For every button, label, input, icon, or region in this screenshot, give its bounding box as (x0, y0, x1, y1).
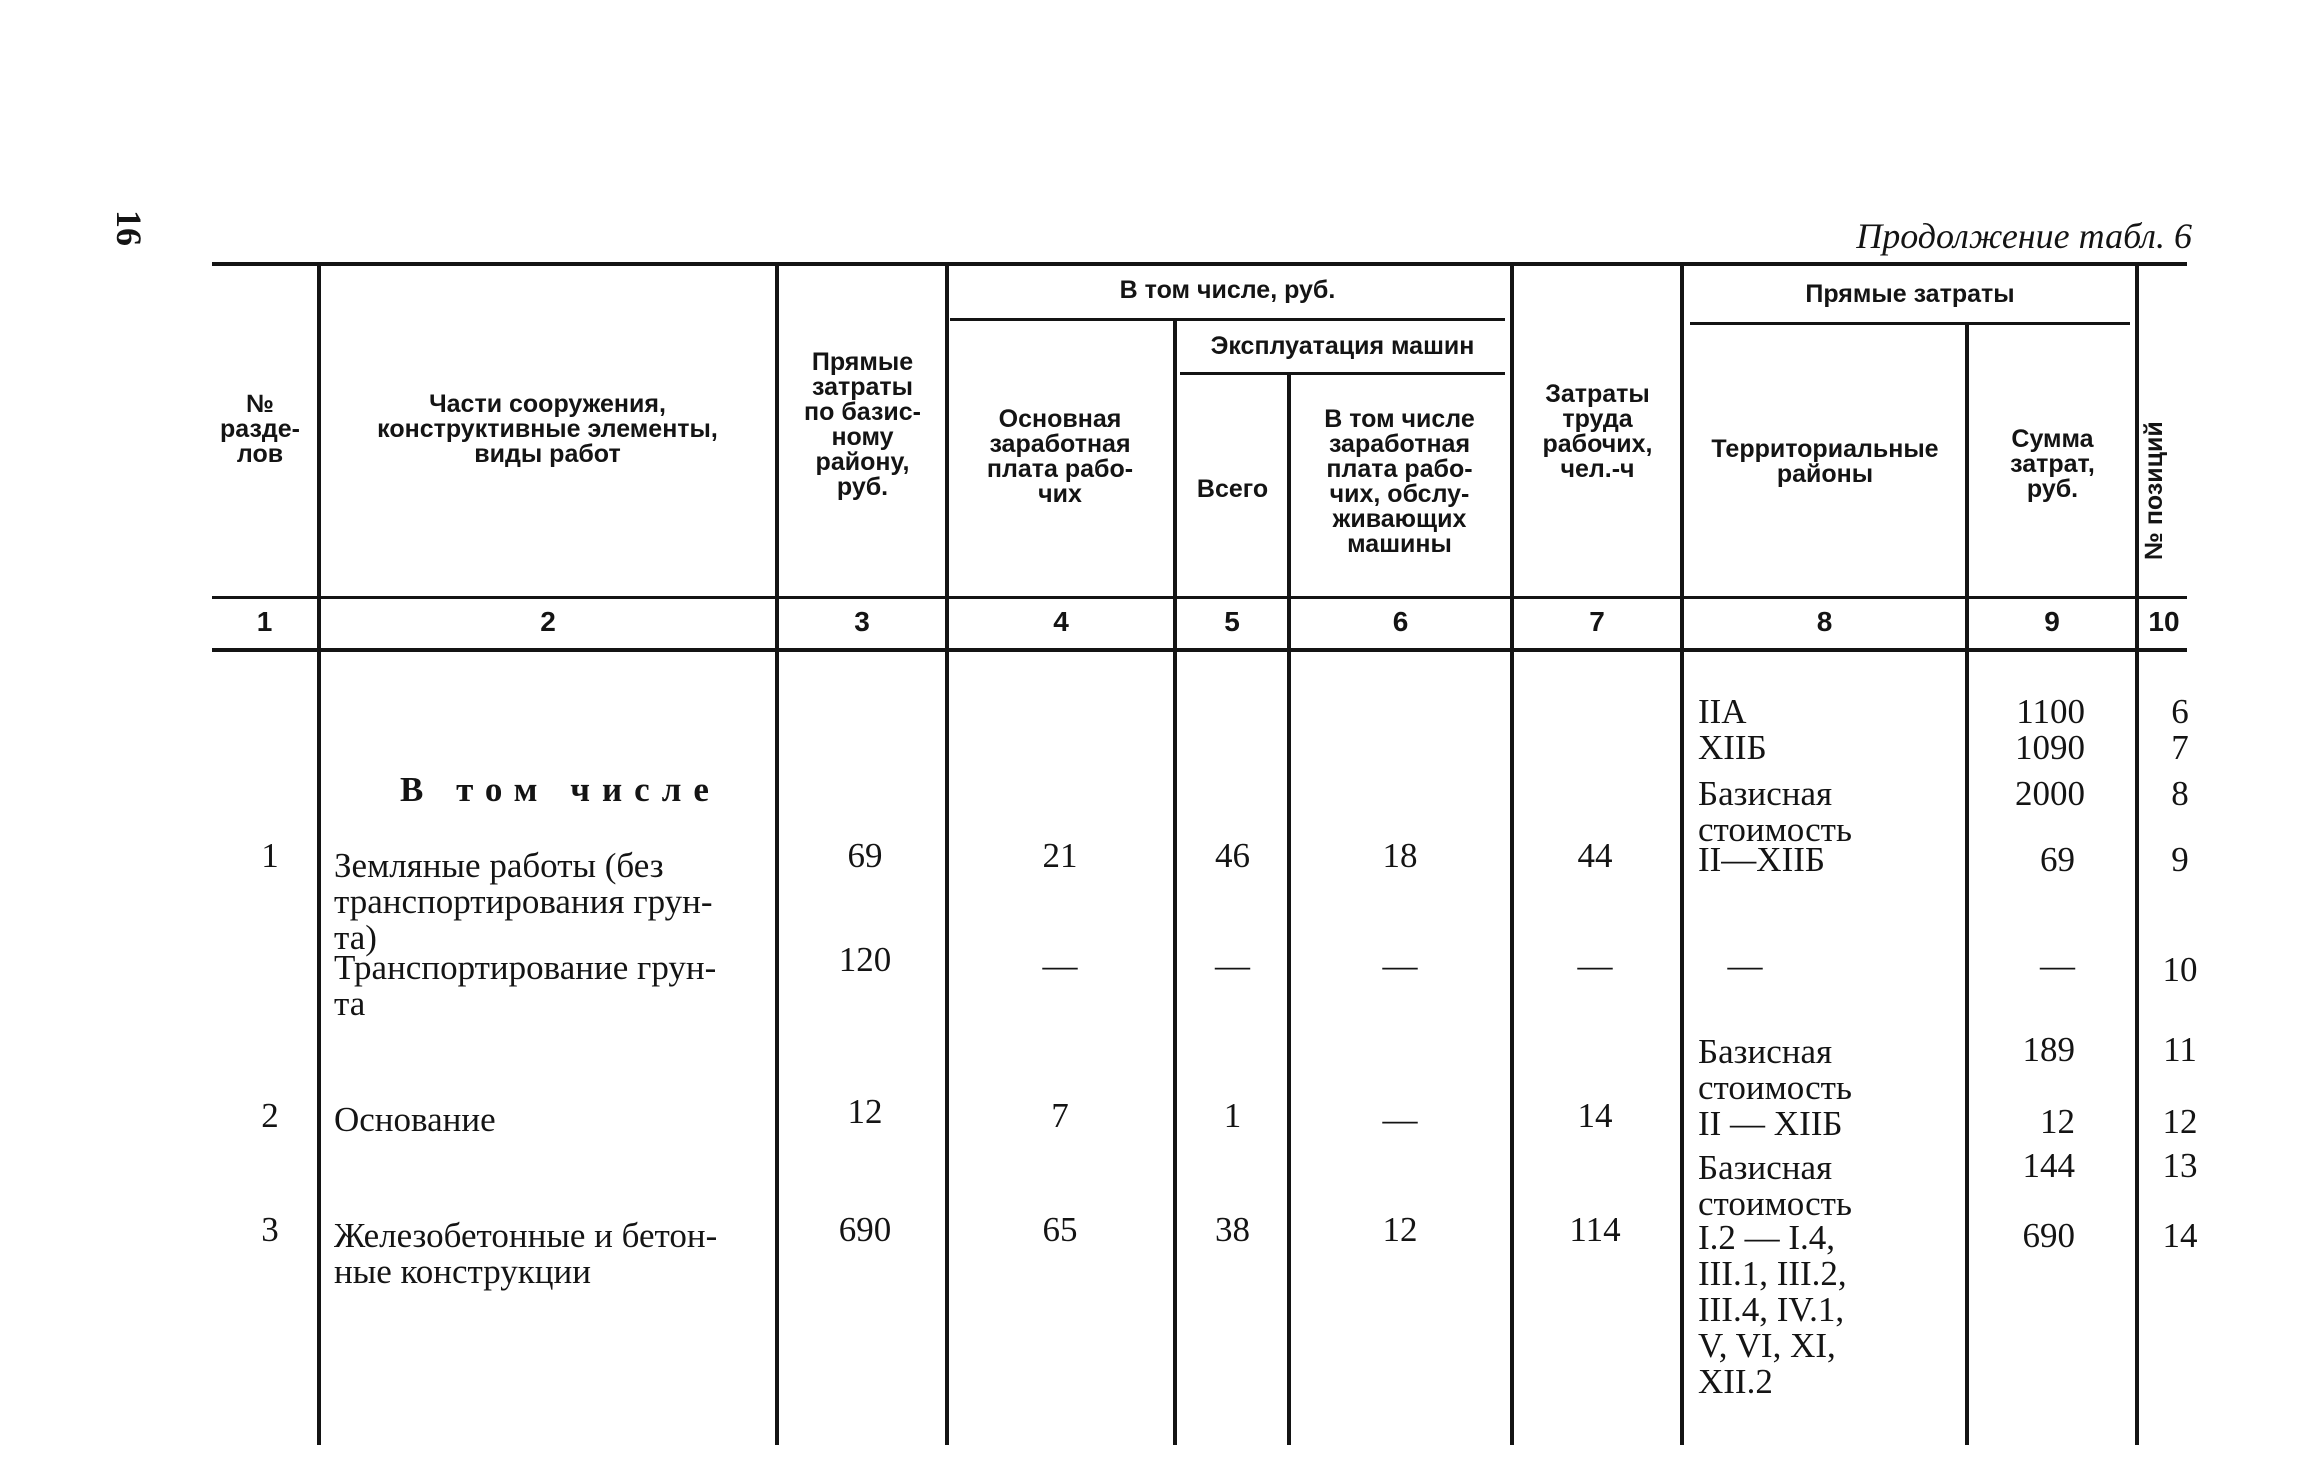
direct-group-rule (1690, 322, 2130, 325)
col-number: 7 (1589, 606, 1605, 637)
table-cell-wage: — (1042, 946, 1078, 985)
table-cell-section: 3 (261, 1210, 279, 1249)
table-cell-region: — (1727, 946, 1763, 985)
table-cell-sum: 12 (2040, 1102, 2075, 1141)
table-cell-direct: 120 (838, 940, 892, 979)
col-divider (945, 265, 949, 1445)
table-cell-position: 8 (2171, 774, 2189, 813)
table-cell-region: Базисная стоимость (1698, 774, 1852, 849)
table-cell-sum: 2000 (2015, 774, 2085, 813)
colnum-top-rule (212, 596, 2187, 599)
table-cell-region: Базисная стоимость (1698, 1148, 1852, 1223)
table-cell-labor: 14 (1577, 1096, 1613, 1135)
table-continuation-label: Продолжение табл. 6 (1856, 216, 2192, 256)
table-cell-work: Железобетонные и бетон- ные конструкции (334, 1216, 718, 1291)
header-col-direct-costs-base: Прямые затраты по базис- ному району, руб. (804, 348, 921, 501)
header-col-section-number: № разде- лов (219, 390, 300, 468)
table-cell-work: Основание (334, 1100, 496, 1139)
col-divider (1680, 265, 1684, 1445)
page-number: 16 (109, 210, 149, 246)
col-number: 3 (854, 606, 870, 637)
table-cell-section: 2 (261, 1096, 279, 1135)
table-cell-direct: 12 (847, 1092, 883, 1131)
table-cell-sum: 690 (2022, 1216, 2075, 1255)
header-col-sum: Сумма затрат, руб. (2010, 425, 2095, 503)
col-number: 5 (1224, 606, 1240, 637)
table-cell-position: 12 (2162, 1102, 2198, 1141)
col-number: 9 (2044, 606, 2060, 637)
table-cell-position: 9 (2171, 840, 2189, 879)
table-cell-machines-wage: — (1382, 1100, 1418, 1139)
table-cell-region: IIA (1698, 692, 1747, 731)
table-cell-labor: 114 (1569, 1210, 1621, 1249)
col-divider (1173, 320, 1177, 1445)
table-cell-labor: 44 (1577, 836, 1613, 875)
col-divider (1510, 265, 1514, 1445)
table-cell-machines-total: 1 (1223, 1096, 1242, 1135)
table-cell-labor: — (1577, 946, 1613, 985)
table-cell-machines-wage: 18 (1382, 836, 1418, 875)
col-divider (1287, 375, 1291, 1445)
table-cell-machines-wage: 12 (1382, 1210, 1418, 1249)
table-cell-section: 1 (261, 836, 279, 875)
header-col-territorial-regions: Территориальные районы (1711, 435, 1939, 488)
table-cell-wage: 21 (1042, 836, 1078, 875)
table-cell-region: XIIБ (1698, 728, 1767, 767)
table-cell-sum: 1100 (2016, 692, 2085, 731)
table-cell-machines-total: 46 (1215, 836, 1250, 875)
table-cell-region: Базисная стоимость (1698, 1032, 1852, 1107)
header-col-machine-wage: В том числе заработная плата рабо- чих, обслу- живающих машины (1324, 405, 1475, 558)
table-cell-machines-total: 38 (1215, 1210, 1250, 1249)
col-number: 4 (1053, 606, 1069, 637)
incl-group-rule (950, 318, 1505, 321)
header-group-including: В том числе, руб. (1119, 276, 1336, 304)
header-col-positions: № позиций (2140, 421, 2168, 560)
including-subheading: В том числе (400, 770, 721, 809)
col-number: 2 (540, 606, 556, 637)
table-cell-work: Транспортирование грун- та (334, 948, 717, 1023)
colnum-bottom-rule (212, 648, 2187, 652)
table-cell-direct: 690 (838, 1210, 892, 1249)
col-number: 8 (1816, 606, 1833, 637)
table-cell-sum: 69 (2040, 840, 2075, 879)
header-group-direct-costs: Прямые затраты (1805, 280, 2015, 308)
top-rule (212, 262, 2187, 266)
col-divider (1965, 325, 1969, 1445)
header-col-parts: Части сооружения, конструктивные элементы, виды работ (377, 390, 718, 468)
table-cell-position: 11 (2163, 1030, 2197, 1069)
table-cell-machines-wage: — (1382, 946, 1418, 985)
col-divider (2135, 265, 2139, 1445)
table-cell-position: 10 (2162, 950, 2198, 989)
col-number: 1 (256, 606, 273, 637)
table-cell-position: 6 (2171, 692, 2189, 731)
table-cell-sum: 189 (2022, 1030, 2075, 1069)
col-divider (317, 265, 321, 1445)
table-cell-region: I.2 — I.4, III.1, III.2, III.4, IV.1, V, VI, XI, XII.2 (1698, 1218, 1847, 1401)
col-number: 10 (2148, 606, 2180, 637)
table-cell-work: Земляные работы (без транспортирования грун- та) (334, 846, 713, 957)
header-group-machines: Эксплуатация машин (1210, 332, 1475, 360)
table-cell-position: 7 (2171, 728, 2189, 767)
col-divider (775, 265, 779, 1445)
header-col-base-wage: Основная заработная плата рабо- чих (986, 405, 1134, 508)
table-cell-position: 13 (2162, 1146, 2198, 1185)
table-cell-region: II—XIIБ (1698, 840, 1825, 879)
table-cell-sum: 1090 (2015, 728, 2085, 767)
table-cell-wage: 65 (1042, 1210, 1078, 1249)
header-col-labor: Затраты труда рабочих, чел.-ч (1542, 380, 1653, 483)
table-cell-wage: 7 (1051, 1096, 1069, 1135)
table-cell-sum: 144 (2022, 1146, 2075, 1185)
table-cell-region: II — XIIБ (1698, 1104, 1843, 1143)
table-cell-position: 14 (2162, 1216, 2198, 1255)
table-cell-sum: — (2040, 946, 2075, 985)
col-number: 6 (1392, 606, 1409, 637)
table-cell-direct: 69 (847, 836, 883, 875)
table-cell-machines-total: — (1215, 946, 1250, 985)
machines-group-rule (1180, 372, 1505, 375)
header-col-total: Всего (1196, 475, 1269, 503)
